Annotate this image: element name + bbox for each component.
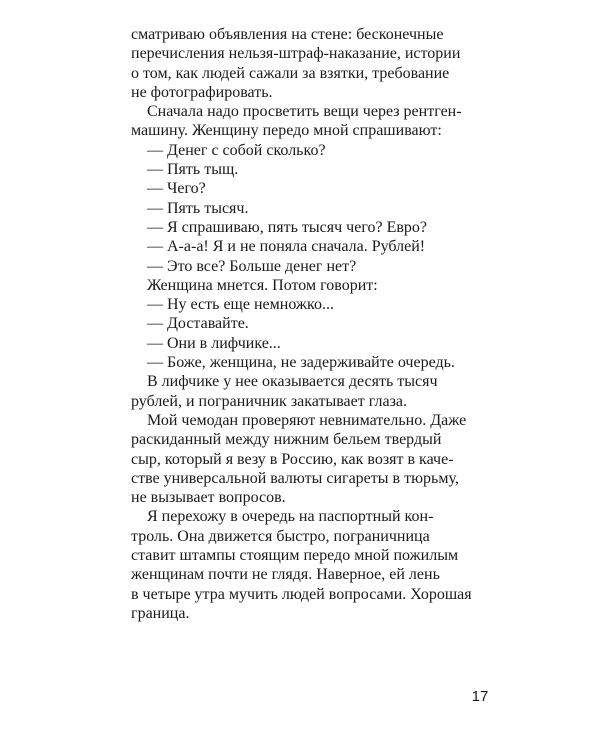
text-line: машину. Женщину передо мной спрашивают: <box>131 122 442 140</box>
text-line: не вызывает вопросов. <box>131 489 286 507</box>
text-line: — Я спрашиваю, пять тысяч чего? Евро? <box>131 218 428 236</box>
page-number: 17 <box>471 688 489 705</box>
text-line: женщинам почти не глядя. Наверное, ей лень <box>131 566 440 584</box>
text-line: раскиданный между нижним бельем твердый <box>131 431 442 449</box>
text-line: ставит штампы стоящим передо мной пожилым <box>131 547 459 565</box>
text-line: Женщина мнется. Потом говорит: <box>131 276 378 294</box>
text-line: о том, как людей сажали за взятки, требование <box>131 64 450 82</box>
text-line: — Ну есть еще немножко... <box>131 296 334 314</box>
text-line: рублей, и пограничник закатывает глаза. <box>131 392 408 410</box>
body-text <box>131 25 481 623</box>
text-line: Сначала надо просветить вещи через рентген- <box>131 103 462 121</box>
text-line: — Доставайте. <box>131 315 249 333</box>
text-line: сматриваю объявления на стене: бесконечные <box>131 26 444 43</box>
text-line: — А-а-а! Я и не поняла сначала. Рублей! <box>131 238 426 256</box>
text-line: перечисления нельзя-штраф-наказание, истории <box>131 45 461 63</box>
text-line: граница. <box>131 604 190 622</box>
text-line: троль. Она движется быстро, пограничница <box>131 527 430 545</box>
text-line: сыр, который я везу в Россию, как возят в каче- <box>131 450 454 468</box>
text-line: — Пять тысяч. <box>131 199 249 217</box>
text-line: В лифчике у нее оказывается десять тысяч <box>131 373 438 391</box>
text-line: — Это все? Больше денег нет? <box>131 257 357 275</box>
text-line: — Пять тыщ. <box>131 161 239 179</box>
text-line: — Боже, женщина, не задерживайте очередь. <box>131 354 455 372</box>
text-line: стве универсальной валюты сигареты в тюрьму, <box>131 469 459 487</box>
text-line: в четыре утра мучить людей вопросами. Хорошая <box>131 585 472 603</box>
text-line: Мой чемодан проверяют невнимательно. Даже <box>131 411 467 429</box>
text-line: — Денег с собой сколько? <box>131 141 326 159</box>
text-line: — Чего? <box>131 180 206 198</box>
text-line: не фотографировать. <box>131 83 273 101</box>
text-line: Я перехожу в очередь на паспортный кон- <box>131 508 434 526</box>
text-line: — Они в лифчике... <box>131 334 281 352</box>
